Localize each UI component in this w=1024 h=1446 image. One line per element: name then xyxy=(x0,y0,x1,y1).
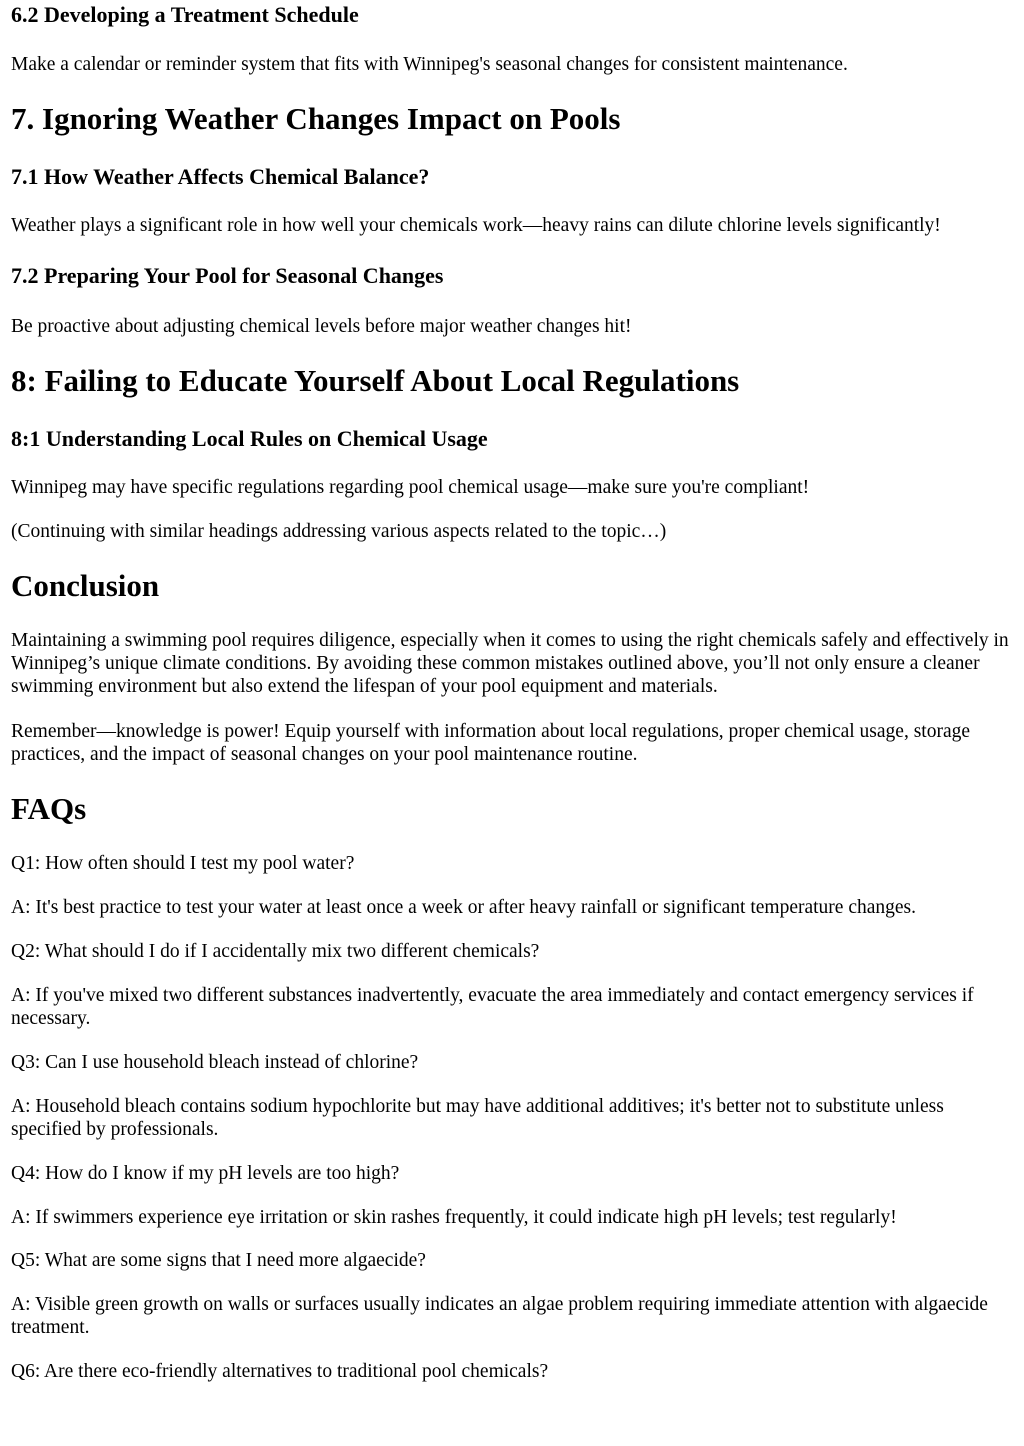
heading-8: 8: Failing to Educate Yourself About Local Regulations xyxy=(11,363,740,398)
paragraph-continuing-note: (Continuing with similar headings addressing various aspects related to the topic…) xyxy=(11,521,667,542)
faq-question-3: Q3: Can I use household bleach instead of chlorine? xyxy=(11,1052,419,1073)
faq-answer-3: A: Household bleach contains sodium hypochlorite but may have additional additives; it's better not to substitute unless specified by professionals. xyxy=(11,1096,944,1140)
faq-question-4: Q4: How do I know if my pH levels are too high? xyxy=(11,1163,400,1184)
faq-answer-1: A: It's best practice to test your water at least once a week or after heavy rainfall or significant temperature changes. xyxy=(11,897,916,918)
heading-8-1: 8:1 Understanding Local Rules on Chemical Usage xyxy=(11,426,488,451)
conclusion-paragraph-2: Remember—knowledge is power! Equip yourself with information about local regulations, proper chemical usage, storage practices, and the impact of seasonal changes on your pool maintenance routine. xyxy=(11,721,971,765)
conclusion-paragraph-1: Maintaining a swimming pool requires diligence, especially when it comes to using the right chemicals safely and effectively in Winnipeg’s unique climate conditions. By avoiding these common mistakes outlined above, you’ll not only ensure a cleaner swimming environment but also extend the lifespan of your pool equipment and materials. xyxy=(11,630,1009,697)
paragraph-8-1: Winnipeg may have specific regulations regarding pool chemical usage—make sure you're compliant! xyxy=(11,477,810,498)
paragraph-7-2: Be proactive about adjusting chemical levels before major weather changes hit! xyxy=(11,316,632,337)
heading-7: 7. Ignoring Weather Changes Impact on Pools xyxy=(11,101,621,136)
heading-7-1: 7.1 How Weather Affects Chemical Balance? xyxy=(11,164,430,189)
paragraph-6-2: Make a calendar or reminder system that fits with Winnipeg's seasonal changes for consistent maintenance. xyxy=(11,54,848,75)
faq-answer-2: A: If you've mixed two different substances inadvertently, evacuate the area immediately and contact emergency services if necessary. xyxy=(11,985,974,1029)
heading-faqs: FAQs xyxy=(11,791,87,826)
faq-answer-5: A: Visible green growth on walls or surfaces usually indicates an algae problem requiring immediate attention with algaecide treatment. xyxy=(11,1294,988,1338)
heading-6-2: 6.2 Developing a Treatment Schedule xyxy=(11,2,359,27)
faq-answer-4: A: If swimmers experience eye irritation or skin rashes frequently, it could indicate high pH levels; test regularly! xyxy=(11,1207,897,1228)
faq-question-5: Q5: What are some signs that I need more algaecide? xyxy=(11,1250,426,1271)
paragraph-7-1: Weather plays a significant role in how well your chemicals work—heavy rains can dilute chlorine levels significantly! xyxy=(11,215,941,236)
faq-question-6: Q6: Are there eco-friendly alternatives to traditional pool chemicals? xyxy=(11,1361,549,1382)
heading-conclusion: Conclusion xyxy=(11,568,160,603)
heading-7-2: 7.2 Preparing Your Pool for Seasonal Changes xyxy=(11,263,444,288)
faq-question-2: Q2: What should I do if I accidentally mix two different chemicals? xyxy=(11,941,540,962)
faq-question-1: Q1: How often should I test my pool water? xyxy=(11,853,355,874)
